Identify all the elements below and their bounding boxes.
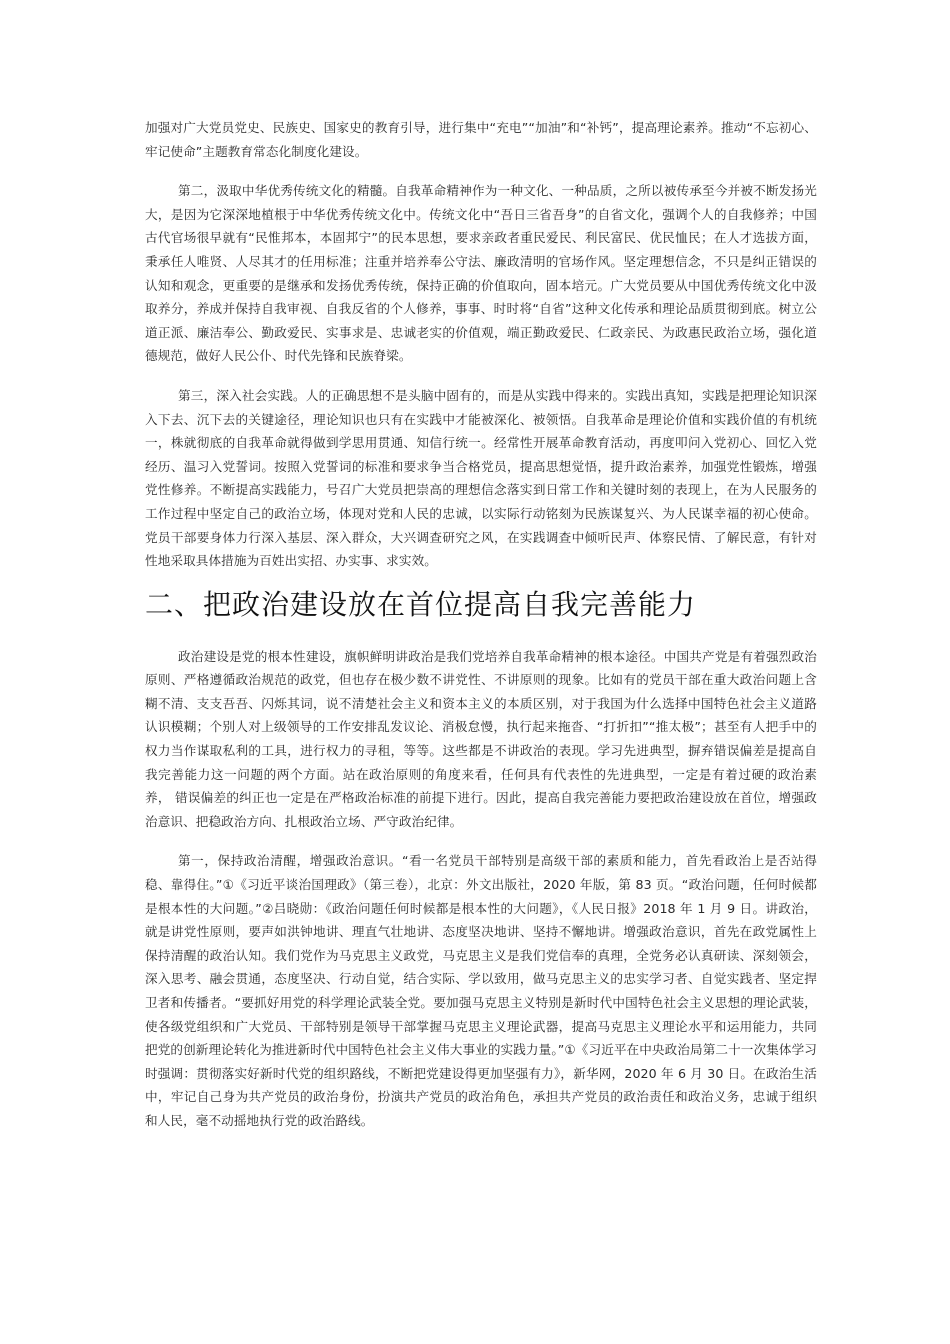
paragraph-education-guidance: 加强对广大党员党史、民族史、国家史的教育引导，进行集中“充电”“加油”和“补钙”，提高理论素养。推动“不忘初心、牢记使命”主题教育常态化制度化建设。 (145, 120, 817, 159)
paragraph-traditional-culture: 第二，汲取中华优秀传统文化的精髓。自我革命精神作为一种文化、一种品质，之所以被传承至今并被不断发扬光大，是因为它深深地植根于中华优秀传统文化中。传统文化中“吾日三省吾身”的自省文化，强调个人的自我修养；中国古代官场很早就有“民惟邦本，本固邦宁”的民本思想，要求亲政者重民爱民、利民富民、优民恤民；在人才选拔方面，秉承任人唯贤、人尽其才的任用标准；注重并培养奉公守法、廉政清明的官场作风。坚定理想信念，不只是纠正错误的认知和观念，更重要的是继承和发扬优秀传统，保持正确的价值取向，固本培元。广大党员要从中国优秀传统文化中汲取养分，养成并保持自我审视、自我反省的个人修养，事事、时时将“自省”这种文化传承和理论品质贯彻到底。树立公道正派、廉洁奉公、勤政爱民、实事求是、忠诚老实的价值观，端正勤政爱民、仁政亲民、为政惠民政治立场，强化道德规范，做好人民公仆、时代先锋和民族脊梁。 (145, 183, 817, 364)
document-body (145, 116, 817, 1133)
section-heading: 二、把政治建设放在首位提高自我完善能力 (145, 587, 697, 621)
paragraph-social-practice: 第三，深入社会实践。人的正确思想不是头脑中固有的，而是从实践中得来的。实践出真知，实践是把理论知识深入下去、沉下去的关键途径，理论知识也只有在实践中才能被深化、被领悟。自我革命是理论价值和实践价值的有机统一，株就彻底的自我革命就得做到学思用贯通、知信行统一。经常性开展革命教育活动，再度叩问入党初心、回忆入党经历、温习入党誓词。按照入党誓词的标准和要求争当合格党员，提高思想觉悟，提升政治素养，加强党性锻炼，增强党性修养。不断提高实践能力，号召广大党员把崇高的理想信念落实到日常工作和关键时刻的表现上，在为人民服务的工作过程中坚定自己的政治立场，体现对党和人民的忠诚，以实际行动铭刻为民族谋复兴、为人民谋幸福的初心使命。党员干部要身体力行深入基层、深入群众，大兴调查研究之风，在实践调查中倾听民声、体察民情、了解民意，有针对性地采取具体措施为百姓出实招、办实事、求实效。 (145, 387, 817, 569)
paragraph-political-construction: 政治建设是党的根本性建设，旗帜鲜明讲政治是我们党培养自我革命精神的根本途径。中国共产党是有着强烈政治原则、严格遵循政治规范的政党，但也存在极少数不讲党性、不讲原则的现象。比如有的党员干部在重大政治问题上含糊不清、支支吾吾、闪烁其词，说不清楚社会主义和资本主义的本质区别，对于我国为什么选择中国特色社会主义道路认识模糊；个别人对上级领导的工作安排乱发议论、消极怠慢，执行起来拖沓、“打折扣”“推太极”；甚至有人把手中的权力当作谋取私利的工具，进行权力的寻租，等等。这些都是不讲政治的表现。学习先进典型，摒弃错误偏差是提高自我完善能力这一问题的两个方面。站在政治原则的角度来看，任何具有代表性的先进典型，一定是有着过硬的政治素养， 错误偏差的纠正也一定是在严格政治标准的前提下进行。因此，提高自我完善能力要把政治建设放在首位，增强政治意识、把稳政治方向、扎根政治立场、严守政治纪律。 (145, 648, 817, 829)
paragraph-political-awareness: 第一，保持政治清醒，增强政治意识。“看一名党员干部特别是高级干部的素质和能力，首先看政治上是否站得稳、靠得住。”①《习近平谈治国理政》（第三卷），北京：外文出版社，2020 年版，第 83 页。“政治问题，任何时候都是根本性的大问题。”②吕晓勋：《政治问题任何时候都是根本性的大问题》，《人民日报》2018 年 1 月 9 日。讲政治， 就是讲党性原则，要声如洪钟地讲、理直气壮地讲、态度坚决地讲、坚持不懈地讲。增强政治意识，首先在政党属性上保持清醒的政治认知。我们党作为马克思主义政党，马克思主义是我们党信奉的真理，全党务必认真研读、深刻领会， 深入思考、融会贯通，态度坚决、行动自觉，结合实际、学以致用，做马克思主义的忠实学习者、自觉实践者、坚定捍卫者和传播者。“要抓好用党的科学理论武装全党。要加强马克思主义特别是新时代中国特色社会主义思想的理论武装， 使各级党组织和广大党员、干部特别是领导干部掌握马克思主义理论武器，提高马克思主义理论水平和运用能力，共同把党的创新理论转化为推进新时代中国特色社会主义伟大事业的实践力量。”①《习近平在中央政治局第二十一次集体学习时强调：贯彻落实好新时代党的组织路线，不断把党建设得更加坚强有力》，新华网，2020 年 6 月 30 日。在政治生活中，牢记自己身为共产党员的政治身份，扮演共产党员的政治角色，承担共产党员的政治责任和政治义务，忠诚于组织和人民，毫不动摇地执行党的政治路线。 (145, 853, 817, 1128)
